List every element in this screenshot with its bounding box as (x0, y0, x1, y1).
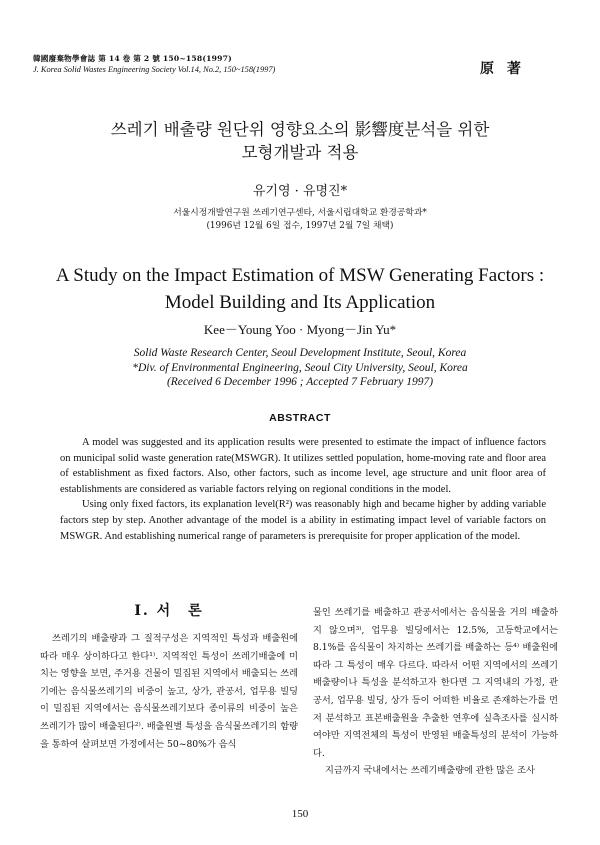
received-dates-ko: (1996년 12월 6일 접수, 1997년 2월 7일 채택) (206, 221, 394, 231)
journal-header (33, 53, 453, 75)
affiliation-en-line: Solid Waste Research Center, Seoul Development Institute, Seoul, Korea (133, 347, 467, 359)
title-ko-line: 쓰레기 배출량 원단위 영향요소의 影響度분석을 위한 (110, 120, 490, 139)
body-paragraph: 쓰레기의 배출량과 그 질적구성은 지역적인 특성과 배출원에 따라 매우 상이하다고 한다¹⁾. 지역적인 특성이 쓰레기배출에 미치는 영향을 보면, 주거용 건물이 밀집된 지역에서 배출되는 쓰레기에는 음식물쓰레기의 비중이 높고, 상가, 관공서, 업무용 빌딩이 밀집된 지역에서는 음식물쓰레기보다 종이류의 비중이 높은 쓰레기가 많이 배출된다²⁾. 배출원별 특성을 음식물쓰레기의 함량을 통하여 살펴보면 가정에서는 50~80%가 음식 (40, 633, 298, 750)
affiliation-en-line: *Div. of Environmental Engineering, Seoul City University, Seoul, Korea (132, 361, 468, 374)
affiliation-en (0, 346, 600, 390)
journal-name-en: J. Korea Solid Wastes Engineering Society Vol.14, No.2, 150~158(1997) (33, 65, 276, 74)
authors-ko: 유기영 · 유명진* (252, 184, 348, 199)
title-ko-line: 모형개발과 적용 (241, 143, 359, 162)
article-type-badge: 原 著 (480, 61, 525, 77)
journal-name-ko: 韓國廢棄物學會誌 第 14 卷 第 2 號 150~158(1997) (33, 54, 232, 63)
body-paragraph: 지금까지 국내에서는 쓰레기배출량에 관한 많은 조사 (325, 765, 535, 777)
page-number: 150 (291, 808, 309, 820)
section-heading-introduction: Ⅰ. 서 론 (134, 603, 204, 619)
body-paragraph: 물인 쓰레기를 배출하고 관공서에서는 음식물을 거의 배출하지 않으며³⁾, 업무용 빌딩에서는 12.5%, 고등학교에서는 8.1%를 음식물이 차지하는 쓰레기를 배출하는 등⁴⁾ 배출원에 따라 그 특성이 매우 다르다. 따라서 어떤 지역에서의 쓰레기배출량이나 특성을 분석하고자 한다면 그 지역내의 가정, 관공서, 업무용 빌딩, 상가 등이 어떠한 비율로 존재하는가를 먼저 분석하고 표본배출원을 추출한 연후에 실측조사를 실시하여야만 지역전체의 특성이 반영된 배출특성의 분석이 가능하다. (313, 607, 558, 759)
body-column-right (313, 604, 558, 780)
body-column-left (40, 630, 298, 753)
authors-en: Kee－Young Yoo · Myong－Jin Yu* (203, 322, 397, 337)
affiliation-ko (0, 207, 600, 233)
affiliation-ko-line: 서울시정개발연구원 쓰레기연구센타, 서울시립대학교 환경공학과* (173, 208, 427, 218)
title-en-line: Model Building and Its Application (164, 292, 436, 313)
received-dates-en: (Received 6 December 1996 ; Accepted 7 February 1997) (166, 376, 434, 388)
abstract-heading: ABSTRACT (269, 412, 331, 424)
title-en (0, 262, 600, 316)
title-en-line: A Study on the Impact Estimation of MSW Generating Factors : (55, 265, 545, 286)
title-ko (0, 118, 600, 164)
abstract-paragraph: Using only fixed factors, its explanation level(R²) was reasonably high and became higher by adding variable factors step by step. Another advantage of the model is a ability in estimating impact level of variable factors on MSWGR. And establishing numerical range of parameters is prerequisite for proper application of the model. (60, 499, 546, 542)
abstract-paragraph: A model was suggested and its application results were presented to estimate the impact of influence factors on municipal solid waste generation rate(MSWGR). It utilizes settled population, home-moving rate and floor area of establishment as fixed factors. Also, other factors, such as income level, age structure and unit floor area of establishments are considered as variable factors relying on regional conditions in the model. (60, 437, 546, 495)
abstract-body (60, 435, 546, 544)
